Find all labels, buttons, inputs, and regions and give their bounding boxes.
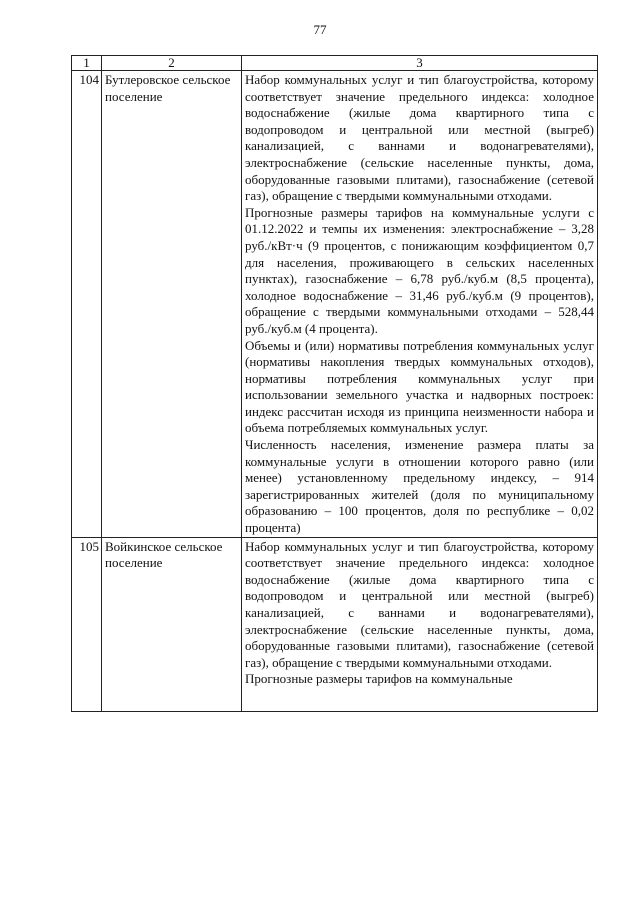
settlement-name: Войкинское сельское поселение [102,537,242,711]
details-paragraph: Набор коммунальных услуг и тип благоустройства, которому соответствует значение предельного индекса: холодное водоснабжение (жилые дома квартирного типа с водопроводом и центральной или местной (выгреб) канализацией, с ваннами и водонагревателями), электроснабжение (сельские населенные пункты, дома, оборудованные газовыми плитами), газоснабжение (сетевой газ), обращение с твердыми коммунальными отходами. [245,72,594,204]
row-details [242,71,598,538]
settlement-name: Бутлеровское сельское поселение [102,71,242,538]
details-paragraph: Численность населения, изменение размера платы за коммунальные услуги в отношении которого равно (или менее) установленному предельному индексу, – 914 зарегистрированных жителей (доля по муниципальному образованию – 100 процентов, доля по республике – 0,02 процента) [245,437,594,536]
header-col-3: 3 [242,56,598,71]
details-paragraph: Прогнозные размеры тарифов на коммунальные [245,671,513,687]
table-row [72,537,598,711]
header-col-2: 2 [102,56,242,71]
row-details [242,537,598,711]
details-paragraph: Объемы и (или) нормативы потребления коммунальных услуг (нормативы накопления твердых коммунальных отходов), нормативы потребления коммунальных услуг при использовании земельного участка и надворных построек: индекс рассчитан исходя из принципа неизменности набора и объема потребляемых коммунальных услуг. [245,337,594,436]
header-row [72,56,598,71]
header-col-1: 1 [72,56,102,71]
details-paragraph: Набор коммунальных услуг и тип благоустройства, которому соответствует значение предельного индекса: холодное водоснабжение (жилые дома квартирного типа с водопроводом и центральной или местной (выгреб) канализацией, с ваннами и водонагревателями), электроснабжение (сельские населенные пункты, дома, оборудованные газовыми плитами), газоснабжение (сетевой газ), обращение с твердыми коммунальными отходами. [245,538,594,670]
row-number: 104 [72,71,102,538]
row-number: 105 [72,537,102,711]
table-row [72,71,598,538]
page-number: 77 [313,22,327,37]
tariff-table [71,55,598,712]
details-paragraph: Прогнозные размеры тарифов на коммунальные услуги с 01.12.2022 и темпы их изменения: электроснабжение – 3,28 руб./кВт·ч (9 процентов, с понижающим коэффициентом 0,7 для населения, проживающего в сельских населенных пунктах), газоснабжение – 6,78 руб./куб.м (8,5 процента), холодное водоснабжение – 31,46 руб./куб.м (9 процентов), обращение с твердыми коммунальными отходами – 528,44 руб./куб.м (4 процента). [245,204,594,336]
